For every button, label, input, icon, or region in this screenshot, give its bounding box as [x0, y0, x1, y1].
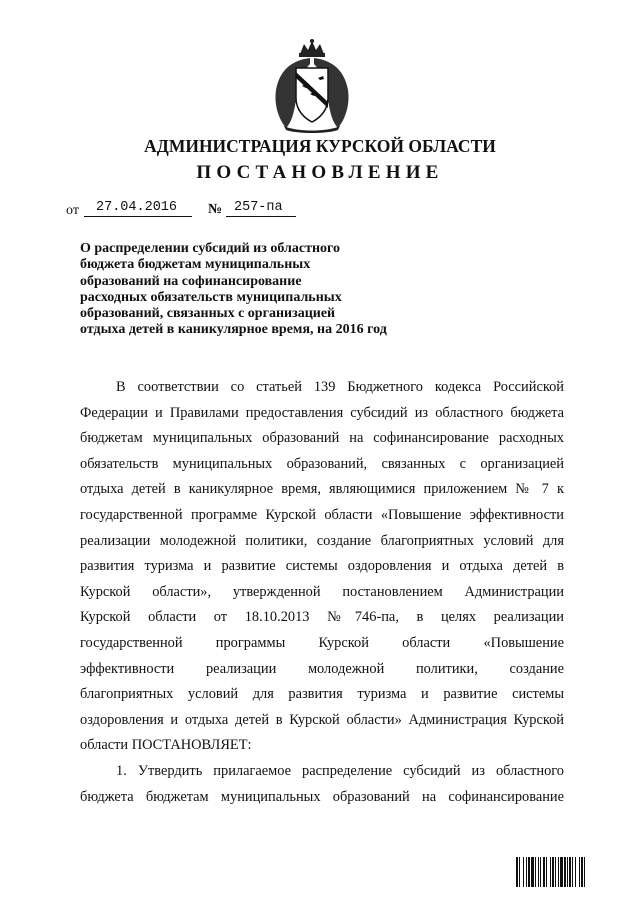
- body-line: В соответствии со статьей 139 Бюджетного кодекса Российской: [116, 379, 564, 395]
- number-label: №: [208, 202, 223, 217]
- subject-line: О распределении субсидий из областного: [80, 241, 341, 256]
- body-line: бюджета бюджетам муниципальных образований на софинансирование: [80, 788, 564, 805]
- body-line: эффективности реализации молодежной политики, создание: [80, 660, 564, 677]
- body-line: развития туризма и развитие системы оздоровления и отдыха детей в: [80, 558, 564, 575]
- document-body: [80, 378, 564, 813]
- document-type-title: ПОСТАНОВЛЕНИЕ: [196, 162, 444, 183]
- body-line: области ПОСТАНОВЛЯЕТ:: [80, 737, 252, 754]
- body-line: благоприятных условий для развития туризма и развитие системы: [80, 686, 564, 703]
- subject-line: расходных обязательств муниципальных: [80, 289, 342, 305]
- body-line: 1. Утвердить прилагаемое распределение субсидий из областного: [116, 762, 564, 779]
- date-label: от: [66, 203, 79, 218]
- body-line: оздоровления и отдыха детей в Курской области» Администрация Курской: [80, 711, 564, 728]
- document-subject: [80, 241, 480, 339]
- document-date: 27.04.2016: [84, 200, 192, 217]
- coat-of-arms-icon: [266, 38, 358, 134]
- body-line: Федерации и Правилами предоставления субсидий из областного бюджета: [80, 404, 564, 421]
- subject-line: образований на софинансирование: [80, 273, 302, 289]
- body-line: обязательств муниципальных образований, связанных с организацией: [80, 455, 564, 472]
- body-line: бюджетам муниципальных образований на софинансирование расходных: [80, 430, 564, 447]
- body-line: Курской области», утвержденной постановлением Администрации: [80, 583, 564, 600]
- organization-title: АДМИНИСТРАЦИЯ КУРСКОЙ ОБЛАСТИ: [144, 136, 496, 156]
- subject-line: бюджета бюджетам муниципальных: [80, 257, 311, 273]
- body-line: Курской области от 18.10.2013 №746-па, в целях реализации: [80, 609, 564, 626]
- body-line: государственной программе Курской области «Повышение эффективности: [80, 506, 564, 523]
- barcode-icon: [516, 857, 616, 887]
- subject-line: отдыха детей в каникулярное время, на 2016 год: [80, 322, 387, 338]
- body-line: реализации молодежной политики, создание благоприятных условий для: [80, 532, 564, 549]
- document-number: 257-па: [226, 200, 296, 217]
- subject-line: образований, связанных с организацией: [80, 306, 336, 322]
- body-line: государственной программы Курской области «Повышение: [80, 634, 564, 651]
- body-line: отдыха детей в каникулярное время, являющимися приложением № 7 к: [80, 481, 564, 498]
